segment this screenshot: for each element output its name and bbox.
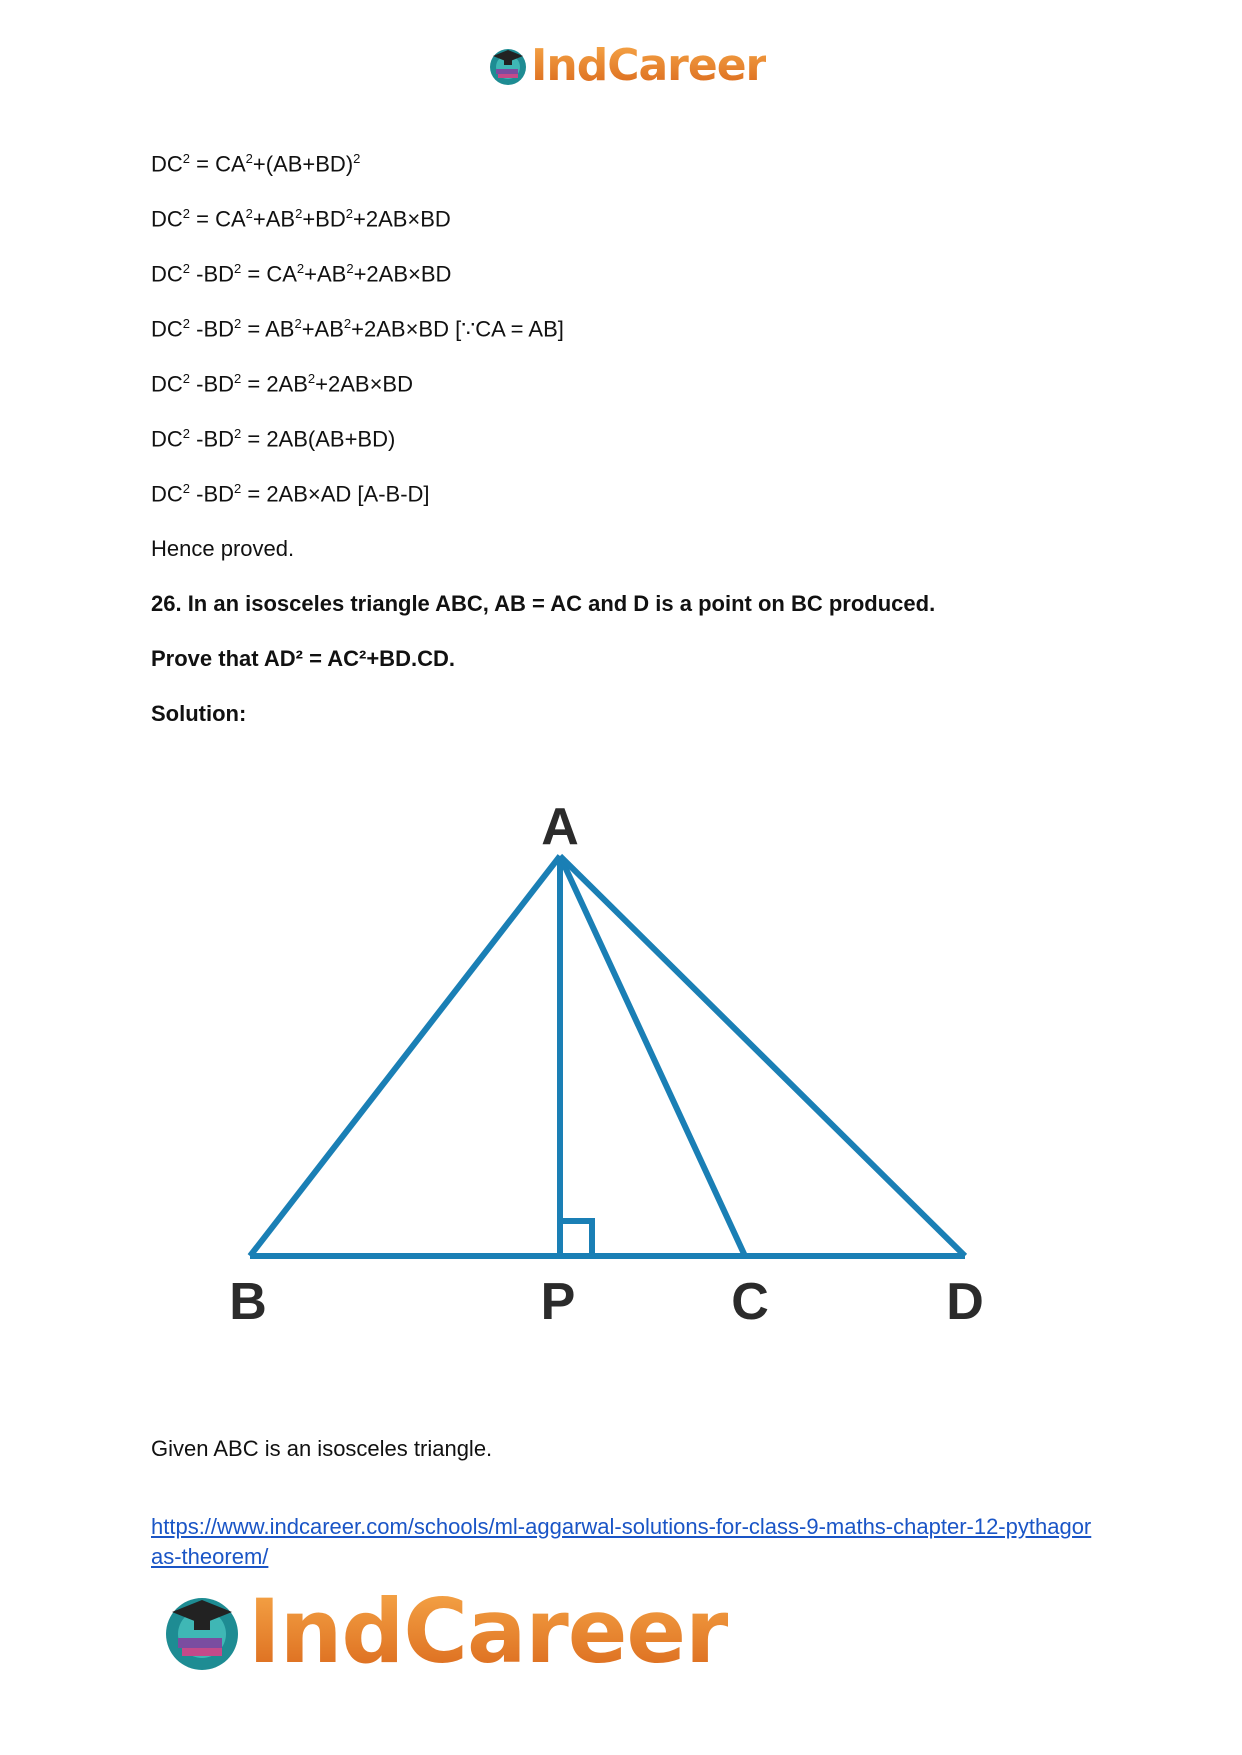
equation-line-5: $DC^2$ $-BD^2 = 2AB^2+2AB\times BD$ <box>151 371 413 397</box>
equation-line-2: $DC^2 = CA^2+AB^2+BD^2+2AB\times BD$ <box>151 206 451 232</box>
graduation-cap-books-icon <box>487 45 529 87</box>
equation-line-3: $DC^2$ $-BD^2 = CA^2+AB^2+2AB\times BD$ <box>151 261 452 287</box>
conclusion-text: Hence proved. <box>151 536 295 561</box>
header-logo <box>487 40 766 91</box>
equation-line-1: $DC^2 = CA^2+(AB+BD)^2$ <box>151 151 361 177</box>
solution-label: Solution: <box>151 701 247 726</box>
right-angle-marker <box>560 1221 592 1256</box>
source-link[interactable]: https://www.indcareer.com/schools/ml-aggarwal-solutions-for-class-9-maths-chapter-12-pythagoras-theorem/ <box>151 1514 1092 1569</box>
segment-AB <box>250 856 560 1256</box>
graduation-cap-books-icon <box>160 1590 244 1674</box>
brand-name: IndCareer <box>248 1580 728 1683</box>
brand-name: IndCareer <box>531 40 767 91</box>
equation-line-4: $DC^2$ $-BD^2 = AB^2+AB^2+2AB\times BD$ [∵CA = AB] <box>151 316 564 342</box>
segment-AC <box>560 856 745 1256</box>
label-B: B <box>229 1273 267 1331</box>
equation-line-6: $DC^2$ $-BD^2 = 2AB(AB+BD)$ <box>151 426 396 452</box>
label-P: P <box>540 1273 576 1331</box>
question-line-1: 26. In an isosceles triangle ABC, AB = AC and D is a point on BC produced. <box>151 591 936 616</box>
footer-logo <box>160 1580 728 1683</box>
label-C: C <box>731 1273 769 1331</box>
triangle-diagram <box>200 800 1000 1340</box>
segment-AD <box>560 856 965 1256</box>
given-text: Given ABC is an isosceles triangle. <box>151 1436 493 1461</box>
label-D: D <box>946 1273 984 1331</box>
label-A: A <box>541 800 579 856</box>
equation-line-7: $DC^2$ $-BD^2 = 2AB\times AD$ [A-B-D] <box>151 481 430 507</box>
question-line-2: Prove that AD² = AC²+BD.CD. <box>151 646 455 671</box>
